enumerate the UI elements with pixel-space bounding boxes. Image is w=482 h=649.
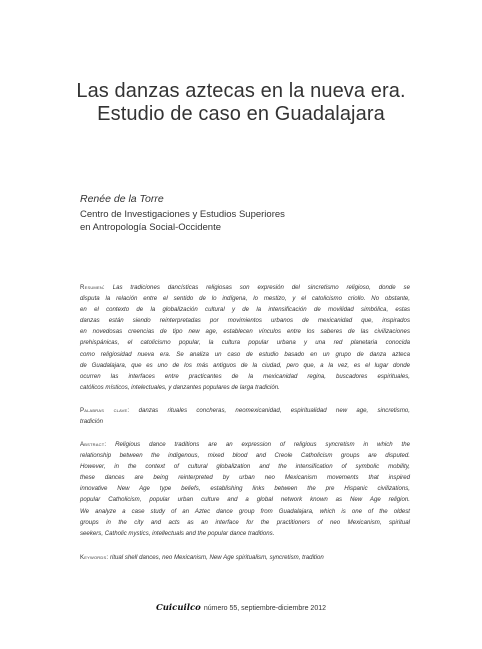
abstract-line: Abstract: Religious dance traditions are an expression of religious syncretism in which the	[80, 441, 410, 448]
abstract-line: relationship between the indigenous, mixed blood and Creole Catholicism groups are disputed.	[80, 452, 410, 460]
palabras-line: Palabras clave: danzas rituales concheras, neomexicanidad, espiritualidad new age, sincretismo,	[80, 407, 410, 414]
resumen-line: disputa la relación entre el sentido de lo indígena, lo mestizo, y el catolicismo criollo. No obstante,	[80, 295, 410, 303]
keywords-line: Keywords: ritual shell dances, neo Mexicanism, New Age spiritualism, syncretism, tradition	[80, 554, 324, 561]
resumen-block	[80, 282, 410, 393]
title-line-2: Estudio de caso en Guadalajara	[97, 103, 385, 125]
keywords-block	[80, 552, 410, 563]
affiliation-line-1: Centro de Investigaciones y Estudios Superiores	[80, 209, 285, 220]
journal-logo: Cuicuilco	[155, 603, 201, 613]
abstract-line: seekers, Catholic mystics, intellectuals and the popular dance traditions.	[80, 529, 275, 537]
affiliation-line-2: en Antropología Social-Occidente	[80, 222, 222, 233]
resumen-line: como religiosidad nueva era. Se analiza un caso de estudio basado en un grupo de danza azteca	[80, 350, 410, 358]
page-footer	[0, 603, 482, 613]
abstract-label: Abstract:	[80, 441, 107, 448]
resumen-line: Resumen: Las tradiciones dancísticas religiosas son expresión del sincretismo religioso, donde se	[80, 284, 410, 291]
abstract-line: We analyze a case study of an Aztec dance group from Guadalajara, which is one of the oldest	[80, 507, 410, 515]
resumen-line: ocurren las interfaces entre practicantes de la mexicanidad regina, buscadores espirituales,	[80, 372, 410, 380]
abstract-line: these dances are being reinterpreted by urban neo Mexicanism movements that inspired	[80, 474, 410, 482]
resumen-line: en novedosas creencias de tipo new age, establecen vínculos entre los saberes de las civilizaciones	[80, 328, 410, 336]
abstract-line: innovative New Age type beliefs, establishing links between the pre Hispanic civilizations,	[80, 485, 410, 493]
author-name: Renée de la Torre	[80, 193, 164, 205]
article-title	[60, 80, 422, 126]
palabras-label: Palabras clave:	[80, 407, 130, 414]
resumen-line: danzas están siendo reinterpretadas por movimientos urbanos de mexicanidad que, inspirados	[80, 317, 410, 325]
abstract-block	[80, 439, 410, 539]
resumen-line: prehispánicas, el catolicismo popular, la cultura popular urbana y una red planetaria conocida	[80, 339, 410, 347]
title-line-1: Las danzas aztecas en la nueva era.	[76, 80, 406, 102]
resumen-line: en el contexto de la globalización cultural y de la intensificación de movilidad simbólica, estas	[80, 306, 410, 314]
abstract-line: groups in the city and acts as an interface for the practitioners of neo Mexicanism, spiritual	[80, 518, 410, 526]
abstract-line: However, in the context of cultural globalization and the intensification of symbolic mobility,	[80, 463, 410, 471]
resumen-line: de Guadalajara, que es uno de los más antiguos de la ciudad, pero que, a la vez, es el lugar donde	[80, 361, 410, 369]
resumen-label: Resumen:	[80, 284, 105, 291]
author-affiliation	[80, 208, 285, 234]
resumen-line: católicos místicos, intelectuales, y danzantes populares de larga tradición.	[80, 383, 280, 391]
abstract-line: popular Catholicism, popular urban culture and a global network known as New Age religion.	[80, 496, 410, 504]
issue-info: número 55, septiembre-diciembre 2012	[203, 605, 327, 612]
keywords-label: Keywords:	[80, 554, 109, 561]
palabras-line: tradición	[80, 418, 104, 426]
palabras-clave-block	[80, 405, 410, 427]
